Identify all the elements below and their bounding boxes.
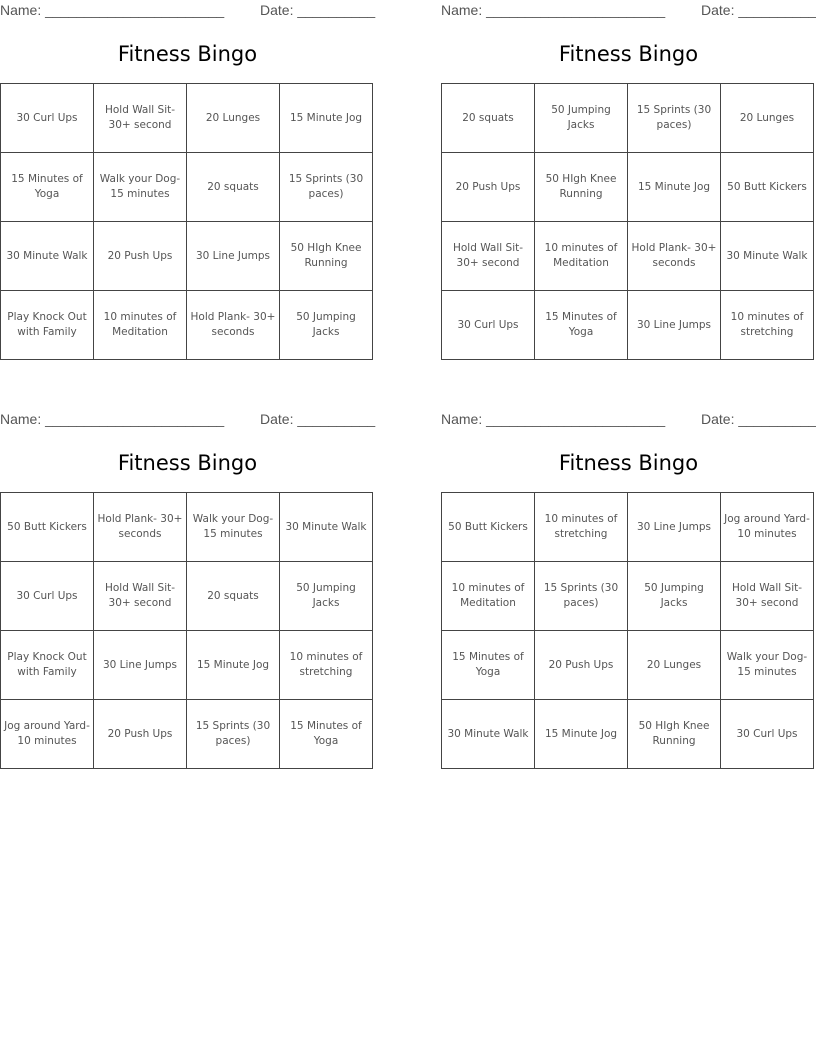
bingo-cell: 30 Line Jumps bbox=[628, 291, 721, 360]
bingo-cell: 30 Curl Ups bbox=[442, 291, 535, 360]
grid-row bbox=[442, 631, 814, 700]
bingo-cell: 50 Jumping Jacks bbox=[280, 291, 373, 360]
name-date-line bbox=[0, 2, 376, 18]
bingo-cell: Walk your Dog-15 minutes bbox=[94, 153, 187, 222]
name-field[interactable]: Name: _______________________ bbox=[441, 411, 666, 427]
card-title: Fitness Bingo bbox=[117, 451, 258, 475]
grid-row bbox=[442, 84, 814, 153]
bingo-cell: Walk your Dog-15 minutes bbox=[721, 631, 814, 700]
bingo-cell: 50 HIgh Knee Running bbox=[535, 153, 628, 222]
bingo-cell: Hold Wall Sit- 30+ second bbox=[94, 562, 187, 631]
bingo-cell: 15 Minute Jog bbox=[628, 153, 721, 222]
name-field[interactable]: Name: _______________________ bbox=[0, 411, 225, 427]
bingo-cell: 20 squats bbox=[442, 84, 535, 153]
name-date-line bbox=[441, 2, 816, 18]
date-field[interactable]: Date: __________ bbox=[701, 2, 816, 18]
bingo-cell: 15 Sprints (30 paces) bbox=[187, 700, 280, 769]
bingo-cell: 20 Lunges bbox=[721, 84, 814, 153]
bingo-cell: Play Knock Out with Family bbox=[1, 631, 94, 700]
bingo-cell: 15 Minutes of Yoga bbox=[442, 631, 535, 700]
bingo-cell: Play Knock Out with Family bbox=[1, 291, 94, 360]
card-title: Fitness Bingo bbox=[558, 42, 699, 66]
bingo-cell: 30 Curl Ups bbox=[721, 700, 814, 769]
grid-row bbox=[1, 700, 373, 769]
bingo-cell: 30 Minute Walk bbox=[280, 493, 373, 562]
grid-row bbox=[1, 631, 373, 700]
bingo-cell: 50 Jumping Jacks bbox=[280, 562, 373, 631]
bingo-cell: 20 Push Ups bbox=[94, 222, 187, 291]
name-field[interactable]: Name: _______________________ bbox=[441, 2, 666, 18]
grid-row bbox=[1, 291, 373, 360]
bingo-cell: 50 Jumping Jacks bbox=[535, 84, 628, 153]
bingo-cell: 20 squats bbox=[187, 562, 280, 631]
date-field[interactable]: Date: __________ bbox=[260, 2, 376, 18]
grid-row bbox=[1, 562, 373, 631]
bingo-cell: 15 Minutes of Yoga bbox=[1, 153, 94, 222]
grid-row bbox=[442, 222, 814, 291]
bingo-cell: 15 Sprints (30 paces) bbox=[628, 84, 721, 153]
bingo-grid bbox=[0, 492, 373, 769]
bingo-grid bbox=[0, 83, 373, 360]
bingo-cell: 30 Minute Walk bbox=[442, 700, 535, 769]
grid-row bbox=[442, 493, 814, 562]
bingo-cell: 30 Curl Ups bbox=[1, 84, 94, 153]
bingo-cell: 50 Jumping Jacks bbox=[628, 562, 721, 631]
bingo-cell: 30 Minute Walk bbox=[1, 222, 94, 291]
bingo-cell: 15 Minutes of Yoga bbox=[535, 291, 628, 360]
bingo-cell: 10 minutes of Meditation bbox=[442, 562, 535, 631]
bingo-cell: 15 Minute Jog bbox=[187, 631, 280, 700]
date-field[interactable]: Date: __________ bbox=[701, 411, 816, 427]
grid-row bbox=[442, 291, 814, 360]
name-field[interactable]: Name: _______________________ bbox=[0, 2, 225, 18]
bingo-cell: 50 Butt Kickers bbox=[721, 153, 814, 222]
bingo-cell: 10 minutes of stretching bbox=[721, 291, 814, 360]
grid-row bbox=[1, 493, 373, 562]
bingo-cell: 15 Minute Jog bbox=[535, 700, 628, 769]
bingo-cell: 15 Sprints (30 paces) bbox=[280, 153, 373, 222]
bingo-cell: 30 Line Jumps bbox=[94, 631, 187, 700]
bingo-cell: 10 minutes of stretching bbox=[535, 493, 628, 562]
bingo-cell: 30 Line Jumps bbox=[187, 222, 280, 291]
bingo-cell: 20 squats bbox=[187, 153, 280, 222]
bingo-cell: Jog around Yard- 10 minutes bbox=[721, 493, 814, 562]
bingo-cell: 10 minutes of Meditation bbox=[94, 291, 187, 360]
card-title: Fitness Bingo bbox=[558, 451, 699, 475]
bingo-cell: Hold Plank- 30+ seconds bbox=[628, 222, 721, 291]
bingo-cell: Jog around Yard- 10 minutes bbox=[1, 700, 94, 769]
bingo-cell: 30 Minute Walk bbox=[721, 222, 814, 291]
bingo-grid bbox=[441, 492, 814, 769]
bingo-cell: Hold Plank- 30+ seconds bbox=[187, 291, 280, 360]
bingo-cell: 15 Sprints (30 paces) bbox=[535, 562, 628, 631]
bingo-cell: 20 Push Ups bbox=[442, 153, 535, 222]
bingo-cell: Hold Wall Sit- 30+ second bbox=[442, 222, 535, 291]
date-field[interactable]: Date: __________ bbox=[260, 411, 376, 427]
grid-row bbox=[442, 700, 814, 769]
grid-row bbox=[1, 222, 373, 291]
bingo-cell: 50 Butt Kickers bbox=[442, 493, 535, 562]
grid-row bbox=[1, 84, 373, 153]
name-date-line bbox=[0, 411, 376, 427]
bingo-cell: 20 Push Ups bbox=[94, 700, 187, 769]
bingo-cell: 10 minutes of Meditation bbox=[535, 222, 628, 291]
bingo-cell: 15 Minutes of Yoga bbox=[280, 700, 373, 769]
grid-row bbox=[1, 153, 373, 222]
grid-row bbox=[442, 153, 814, 222]
bingo-cell: Walk your Dog-15 minutes bbox=[187, 493, 280, 562]
bingo-cell: 20 Push Ups bbox=[535, 631, 628, 700]
bingo-cell: 50 HIgh Knee Running bbox=[280, 222, 373, 291]
bingo-cell: 10 minutes of stretching bbox=[280, 631, 373, 700]
bingo-cell: Hold Wall Sit- 30+ second bbox=[721, 562, 814, 631]
grid-row bbox=[442, 562, 814, 631]
bingo-cell: 20 Lunges bbox=[187, 84, 280, 153]
bingo-cell: 15 Minute Jog bbox=[280, 84, 373, 153]
bingo-cell: 30 Line Jumps bbox=[628, 493, 721, 562]
bingo-cell: 50 Butt Kickers bbox=[1, 493, 94, 562]
bingo-cell: Hold Wall Sit- 30+ second bbox=[94, 84, 187, 153]
bingo-cell: Hold Plank- 30+ seconds bbox=[94, 493, 187, 562]
bingo-grid bbox=[441, 83, 814, 360]
name-date-line bbox=[441, 411, 816, 427]
bingo-cell: 30 Curl Ups bbox=[1, 562, 94, 631]
bingo-cell: 50 HIgh Knee Running bbox=[628, 700, 721, 769]
card-title: Fitness Bingo bbox=[117, 42, 258, 66]
bingo-cell: 20 Lunges bbox=[628, 631, 721, 700]
